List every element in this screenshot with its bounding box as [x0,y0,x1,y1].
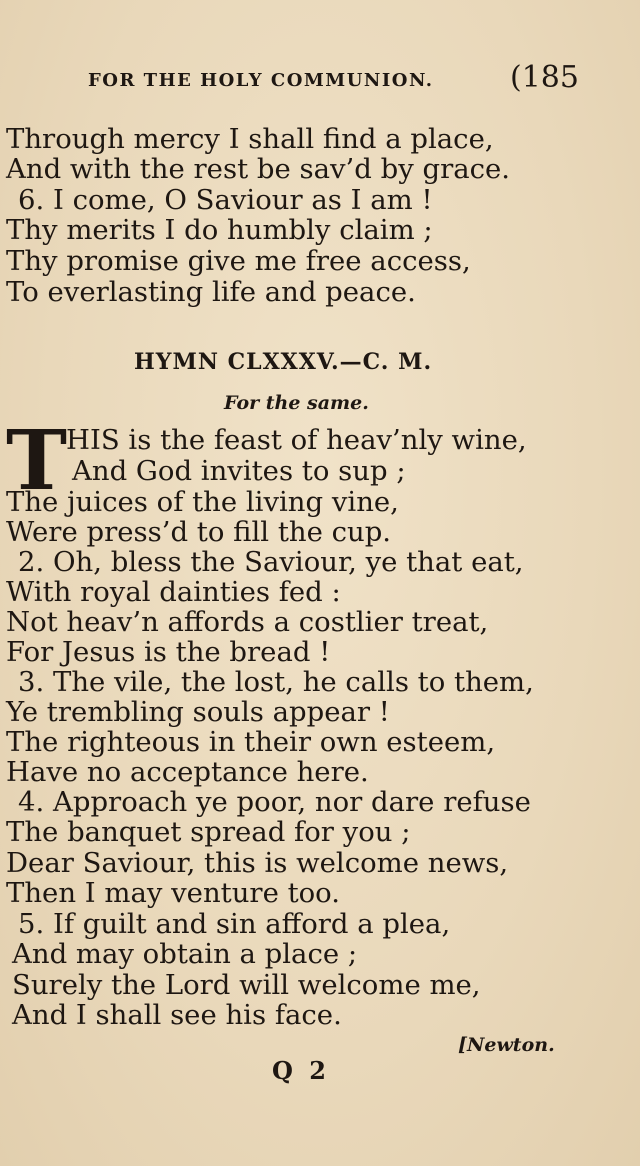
verse-line: Thy promise give me free access, [6,245,471,277]
verse-line: The banquet spread for you ; [6,816,411,848]
verse-line: Dear Saviour, this is welcome news, [6,847,509,879]
verse-line: To everlasting life and peace. [6,276,416,308]
verse-line: Not heav’n affords a costlier treat, [6,606,489,638]
hymn-subtitle: For the same. [224,392,369,414]
page-header [0,62,640,98]
verse-line: 4. Approach ye poor, nor dare refuse [18,786,531,818]
author-attribution: [Newton. [458,1034,555,1056]
drop-cap: T [6,413,68,509]
verse-line: Ye trembling souls appear ! [6,696,390,728]
verse-line: 5. If guilt and sin afford a plea, [18,908,451,940]
verse-line: The juices of the living vine, [6,486,399,518]
verse-line: 2. Oh, bless the Saviour, ye that eat, [18,546,524,578]
verse-line: And with the rest be sav’d by grace. [6,153,511,185]
page-number: (185 [510,60,579,95]
printer-signature-mark: Q 2 [272,1056,330,1085]
verse-line: 6. I come, O Saviour as I am ! [18,184,433,216]
verse-line: Surely the Lord will welcome me, [12,969,481,1001]
verse-line: And God invites to sup ; [72,455,406,487]
verse-line: And may obtain a place ; [12,938,358,970]
verse-line: With royal dainties fed : [6,576,341,608]
verse-line: Were press’d to fill the cup. [6,516,392,548]
verse-line: The righteous in their own esteem, [6,726,496,758]
running-head: FOR THE HOLY COMMUNION. [88,70,434,91]
verse-line: And I shall see his face. [12,999,342,1031]
verse-line: 3. The vile, the lost, he calls to them, [18,666,534,698]
hymn-title: HYMN CLXXXV.—C. M. [134,349,433,375]
verse-line: HIS is the feast of heav’nly wine, [66,424,527,456]
verse-line: For Jesus is the bread ! [6,636,331,668]
verse-line: Through mercy I shall find a place, [6,123,494,155]
verse-line: Thy merits I do humbly claim ; [6,214,433,246]
verse-line: Have no acceptance here. [6,756,369,788]
verse-line: Then I may venture too. [6,877,341,909]
